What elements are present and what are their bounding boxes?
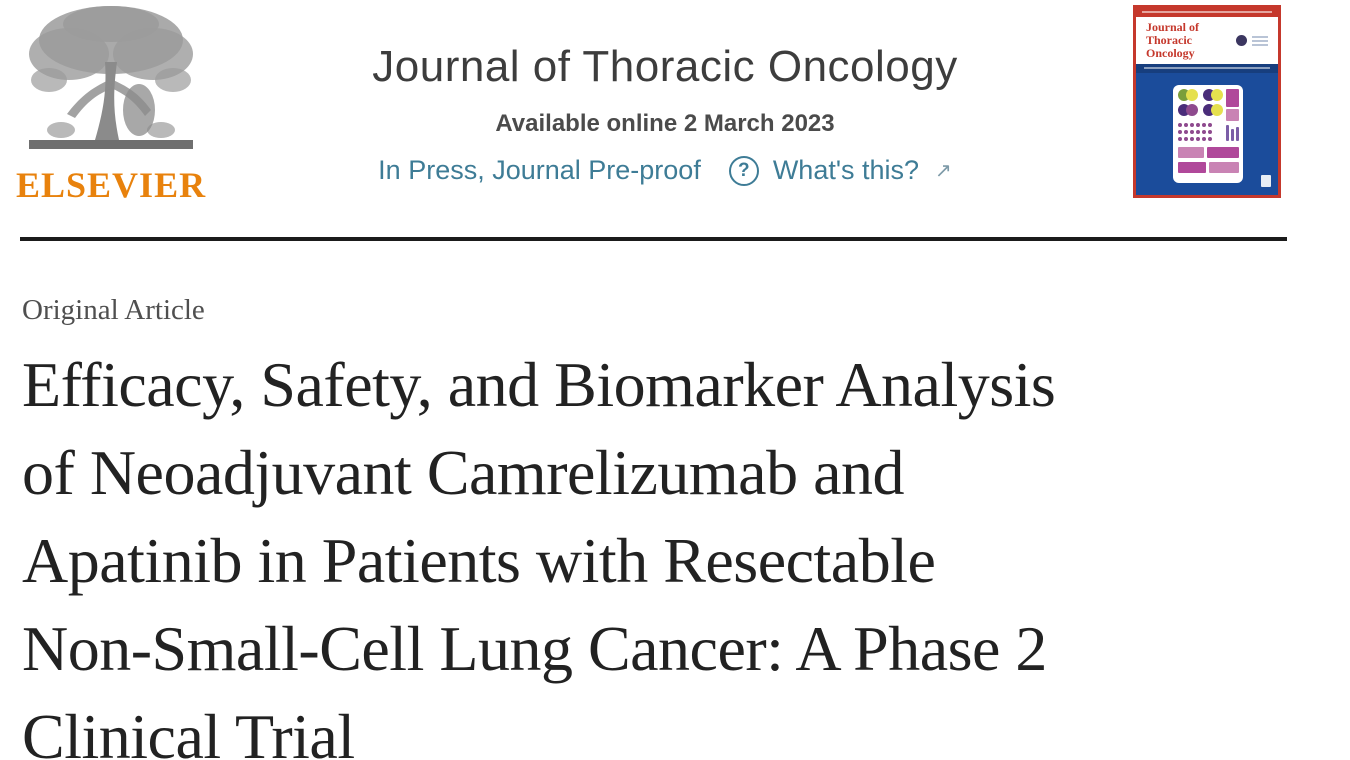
cover-figure-panel (1173, 85, 1243, 183)
question-mark-circle-icon[interactable] (729, 156, 759, 186)
cover-society-badge (1224, 33, 1268, 49)
cover-title-line: Thoracic (1146, 33, 1192, 47)
article-heading-block (22, 294, 1327, 760)
availability-date: Available online 2 March 2023 (495, 110, 835, 137)
elsevier-wordmark: ELSEVIER (16, 165, 207, 205)
cover-header (1136, 17, 1278, 64)
whats-this-link[interactable]: What's this? (772, 155, 920, 185)
journal-header (205, 42, 1125, 186)
article-title-line: Non-Small-Cell Lung Cancer: A Phase 2 (22, 613, 1047, 684)
cover-blue-strip (1136, 64, 1278, 73)
article-title-line: Efficacy, Safety, and Biomarker Analysis (22, 349, 1056, 420)
elsevier-logo (16, 2, 206, 206)
article-title (22, 341, 1327, 760)
article-title-line: Apatinib in Patients with Resectable (22, 525, 936, 596)
question-mark-glyph: ? (738, 159, 750, 181)
cover-body (1136, 73, 1278, 195)
journal-cover-thumbnail[interactable] (1133, 5, 1281, 198)
external-link-icon: ↗ (935, 160, 952, 182)
cover-publisher-mark (1261, 175, 1271, 187)
in-press-link[interactable]: In Press, Journal Pre-proof (378, 155, 701, 185)
article-title-line: Clinical Trial (22, 701, 355, 760)
journal-title: Journal of Thoracic Oncology (372, 42, 958, 91)
cover-top-strip (1136, 8, 1278, 17)
cover-title-line: Journal of (1146, 20, 1200, 34)
article-category: Original Article (22, 294, 205, 326)
cover-title-line: Oncology (1146, 46, 1195, 60)
cover-inner (1136, 8, 1278, 195)
status-row (205, 155, 1125, 186)
article-title-line: of Neoadjuvant Camrelizumab and (22, 437, 904, 508)
elsevier-tree-icon (21, 2, 201, 162)
header-divider (20, 237, 1287, 241)
